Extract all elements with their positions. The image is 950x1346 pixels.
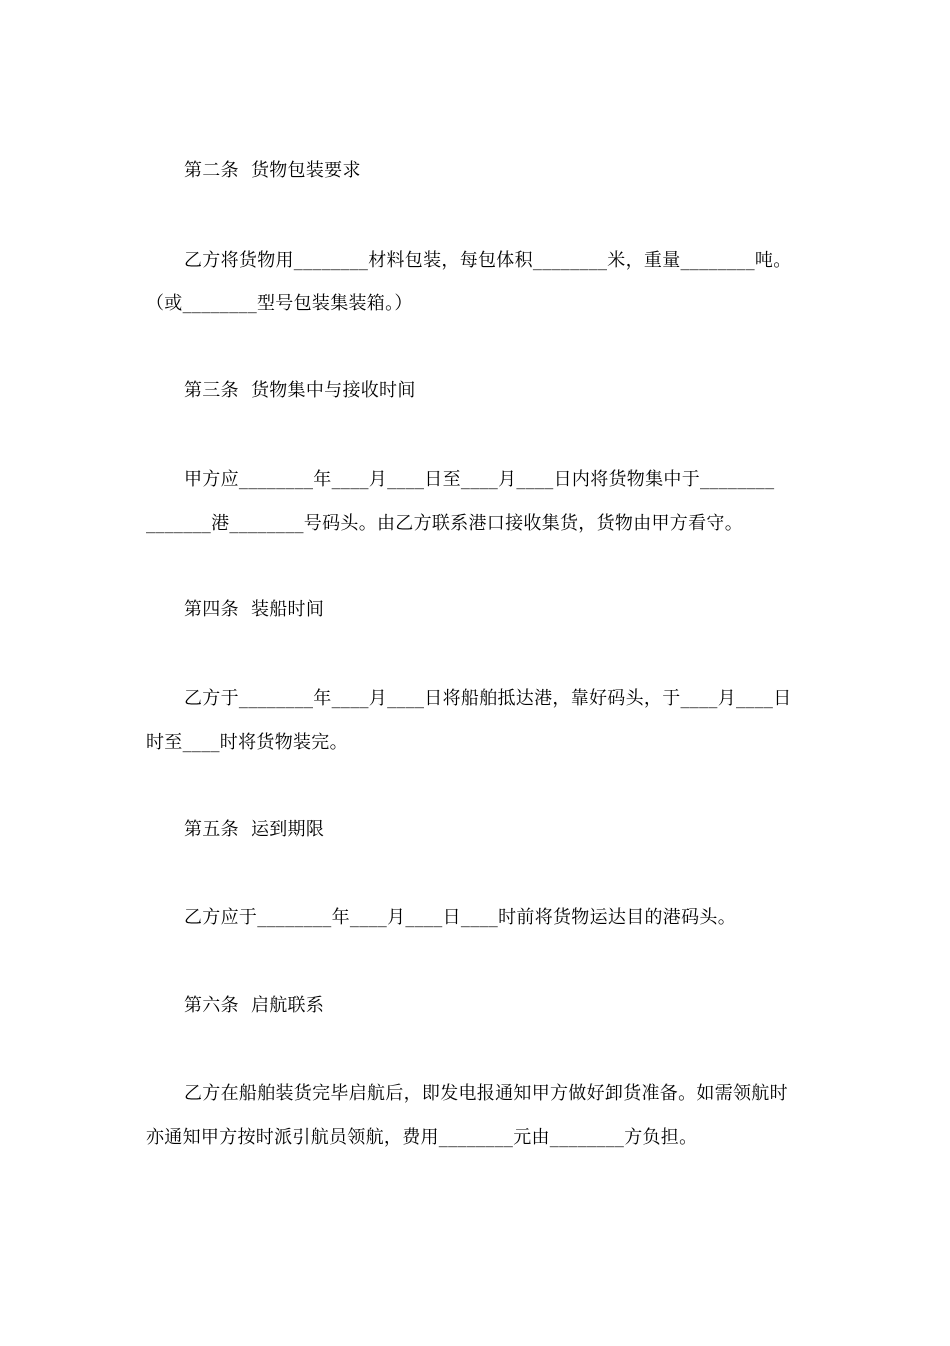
paragraph-line: 时至____时将货物装完。 bbox=[146, 732, 348, 753]
paragraph-line: 甲方应________年____月____日至____月____日内将货物集中于________ bbox=[184, 469, 775, 490]
section-heading-6: 第六条 启航联系 bbox=[184, 995, 325, 1016]
paragraph-line: （或________型号包装集装箱。） bbox=[146, 293, 413, 314]
section-heading-2: 第二条 货物包装要求 bbox=[184, 160, 361, 181]
paragraph-line: _______港________号码头。由乙方联系港口接收集货，货物由甲方看守。 bbox=[146, 513, 743, 534]
paragraph-line: 乙方在船舶装货完毕启航后，即发电报通知甲方做好卸货准备。如需领航时 bbox=[184, 1083, 788, 1104]
paragraph-line: 乙方应于________年____月____日____时前将货物运达目的港码头。 bbox=[184, 907, 736, 928]
section-heading-5: 第五条 运到期限 bbox=[184, 819, 325, 840]
section-heading-4: 第四条 装船时间 bbox=[184, 599, 325, 620]
paragraph-line: 亦通知甲方按时派引航员领航，费用________元由________方负担。 bbox=[146, 1127, 698, 1148]
paragraph-line: 乙方于________年____月____日将船舶抵达港，靠好码头，于____月____日 bbox=[184, 688, 792, 709]
paragraph-line: 乙方将货物用________材料包装，每包体积________米，重量________吨。 bbox=[184, 250, 792, 271]
section-heading-3: 第三条 货物集中与接收时间 bbox=[184, 380, 416, 401]
